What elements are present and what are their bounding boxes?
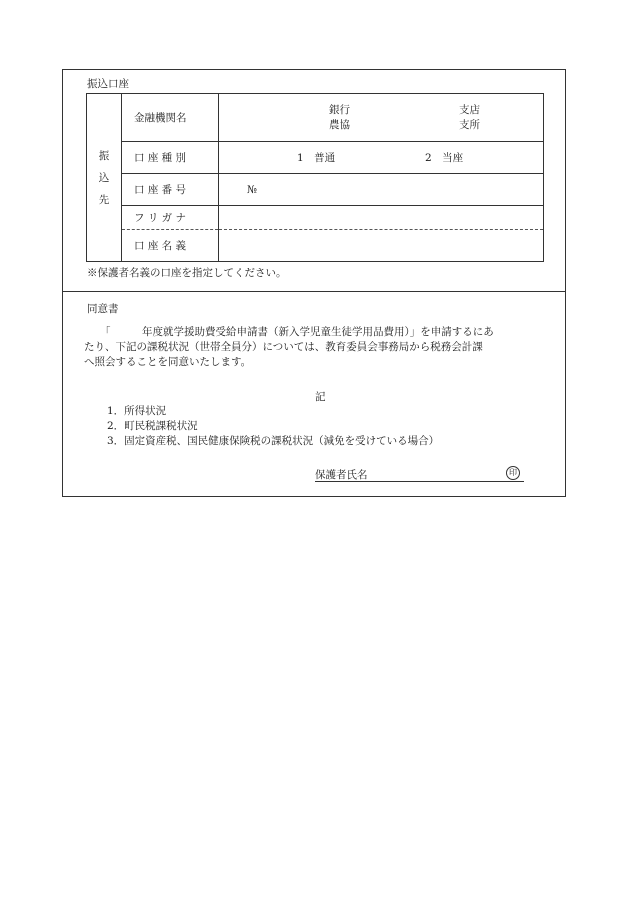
side-char: 込 — [98, 171, 110, 184]
paragraph-line: たり、下記の課税状況（世帯全員分）については、教育委員会事務局から税務会計課 — [84, 341, 483, 353]
consent-paragraph — [84, 325, 546, 370]
list-item: 3．固定資産税、国民健康保険税の課税状況（減免を受けている場合） — [107, 435, 440, 447]
side-char: 先 — [98, 193, 110, 206]
guardian-signature-field[interactable] — [315, 467, 524, 482]
list-item: 2．町民税課税状況 — [107, 420, 198, 432]
account-holder-label: 口 座 名 義 — [122, 230, 219, 262]
furigana-field[interactable] — [219, 206, 544, 230]
branch-store-text: 支店 — [459, 104, 480, 116]
seal-mark: 印 — [506, 466, 520, 480]
ki-heading: 記 — [315, 391, 326, 403]
bank-text: 銀行 — [329, 104, 350, 116]
transfer-destination-label — [87, 94, 122, 262]
institution-label: 金融機関名 — [122, 94, 219, 142]
number-prefix: № — [247, 184, 257, 196]
furigana-label: フ リ ガ ナ — [122, 206, 219, 230]
section-divider — [62, 291, 566, 292]
account-number-label: 口 座 番 号 — [122, 174, 219, 206]
side-char: 振 — [98, 149, 110, 162]
account-section-title: 振込口座 — [87, 78, 129, 90]
account-holder-field[interactable] — [219, 230, 544, 262]
consent-items — [107, 404, 439, 449]
account-number-field[interactable] — [219, 174, 544, 206]
type-option-ordinary[interactable]: 1 普通 — [297, 152, 336, 164]
paragraph-line: へ照会することを同意いたします。 — [84, 356, 252, 368]
consent-title: 同意書 — [87, 303, 119, 315]
signature-label: 保護者氏名 — [315, 469, 368, 481]
account-type-label: 口 座 種 別 — [122, 142, 219, 174]
paragraph-line: 「 年度就学援助費受給申請書（新入学児童生徒学用品費用）」を申請するにあ — [100, 326, 494, 338]
account-note: ※保護者名義の口座を指定してください。 — [87, 267, 287, 279]
account-table — [86, 93, 544, 262]
list-item: 1．所得状況 — [107, 405, 167, 417]
type-option-current[interactable]: 2 当座 — [425, 152, 464, 164]
coop-text: 農協 — [329, 119, 350, 131]
institution-field[interactable] — [219, 94, 544, 142]
account-type-field[interactable] — [219, 142, 544, 174]
branch-office-text: 支所 — [459, 119, 480, 131]
